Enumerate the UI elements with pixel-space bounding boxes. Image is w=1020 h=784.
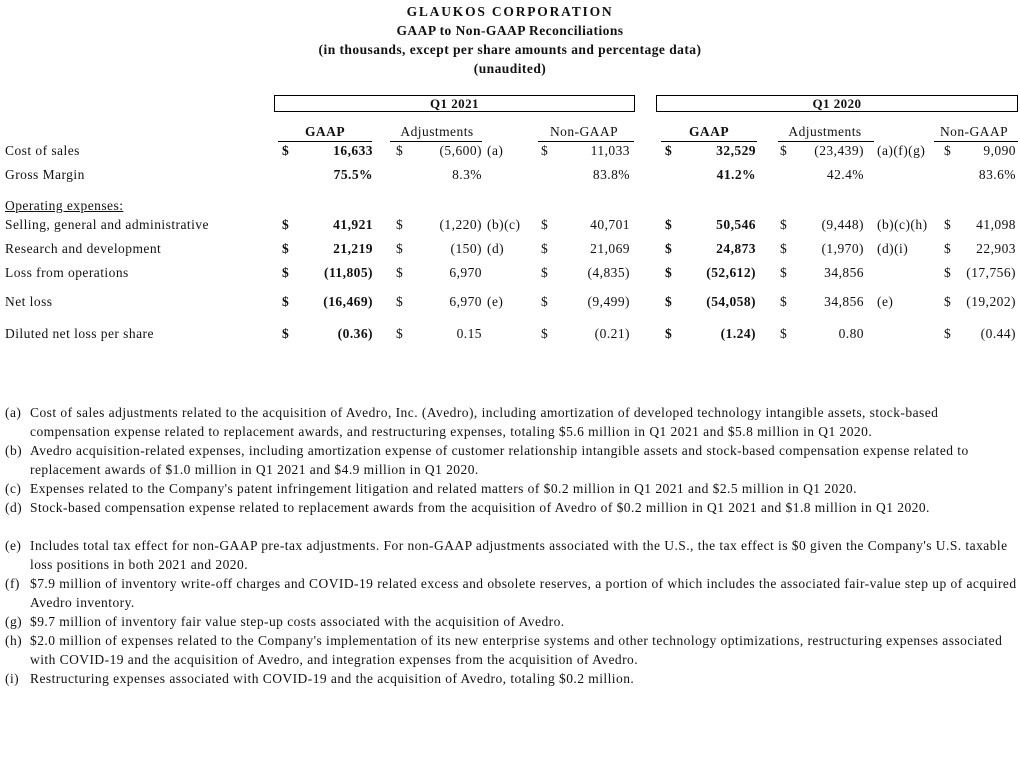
underline-gaap-q20 <box>661 141 757 142</box>
col-header-gaap-q20: GAAP <box>688 124 730 139</box>
cell-gaap-sign-q20: $ <box>665 241 673 256</box>
cell-nongaap-sign-q20: $ <box>944 143 952 158</box>
cell-gaap-q21: 16,633 <box>333 143 373 158</box>
row-label: Diluted net loss per share <box>5 326 154 341</box>
col-header-nongaap-q20: Non-GAAP <box>939 124 1009 139</box>
cell-gaap-q20: 41.2% <box>716 167 756 182</box>
cell-nongaap-sign-q21: $ <box>541 326 549 341</box>
footnote-item <box>5 574 1017 612</box>
cell-note-q20: (b)(c)(h) <box>877 217 928 232</box>
cell-gaap-q21: (0.36) <box>337 326 373 341</box>
cell-gaap-sign-q21: $ <box>282 265 290 280</box>
col-header-gaap-q21: GAAP <box>304 124 346 139</box>
row-label: Cost of sales <box>5 143 80 158</box>
company-name: GLAUKOS CORPORATION <box>406 4 614 19</box>
col-header-nongaap-q21: Non-GAAP <box>549 124 619 139</box>
cell-nongaap-q21: (9,499) <box>587 294 630 309</box>
cell-adj-sign-q21: $ <box>396 326 404 341</box>
footnote-text: Expenses related to the Company's patent infringement litigation and related matters of $0.2 million in Q1 2021 and $2.5 million in Q1 2020. <box>30 481 857 496</box>
underline-adj-q21 <box>390 141 482 142</box>
cell-gaap-sign-q20: $ <box>665 265 673 280</box>
cell-nongaap-q21: 83.8% <box>592 167 630 182</box>
footnote-label: (f) <box>5 576 20 591</box>
cell-note-q20: (a)(f)(g) <box>877 143 926 158</box>
footnote-text: Restructuring expenses associated with COVID-19 and the acquisition of Avedro, totaling $0.2 million. <box>30 671 635 686</box>
cell-adj-q20: 34,856 <box>824 265 864 280</box>
footnote-label: (g) <box>5 614 23 629</box>
cell-adj-q20: (23,439) <box>814 143 864 158</box>
cell-nongaap-q20: 9,090 <box>983 143 1016 158</box>
cell-nongaap-q20: (19,202) <box>966 294 1016 309</box>
footnote-text: Stock-based compensation expense related to replacement awards from the acquisition of Avedro of $0.2 million in Q1 2021 and $1.8 million in Q1 2020. <box>30 500 930 515</box>
cell-gaap-sign-q20: $ <box>665 294 673 309</box>
footnote-label: (a) <box>5 405 22 420</box>
cell-gaap-q20: 32,529 <box>716 143 756 158</box>
report-subtitle: (in thousands, except per share amounts and percentage data) <box>318 42 702 57</box>
cell-nongaap-q21: (4,835) <box>587 265 630 280</box>
underline-nongaap-q21 <box>538 141 634 142</box>
underline-adj-q20 <box>778 141 874 142</box>
cell-adj-q21: 0.15 <box>456 326 482 341</box>
cell-note-q20: (d)(i) <box>877 241 909 256</box>
cell-gaap-q20: 24,873 <box>716 241 756 256</box>
cell-nongaap-sign-q21: $ <box>541 265 549 280</box>
col-header-adj-q20: Adjustments <box>788 124 862 139</box>
row-label: Research and development <box>5 241 162 256</box>
footnote-item <box>5 612 1017 631</box>
cell-gaap-q20: (54,058) <box>706 294 756 309</box>
report-title: GAAP to Non-GAAP Reconciliations <box>396 23 624 38</box>
cell-adj-sign-q21: $ <box>396 294 404 309</box>
cell-adj-sign-q20: $ <box>780 241 788 256</box>
cell-gaap-q20: (52,612) <box>706 265 756 280</box>
footnote-text: $2.0 million of expenses related to the Company's implementation of its new enterprise systems and other technology optimizations, restructuring expenses associated with COVID-19 and the acquisition of Avedro, and integration expenses from the acquisition of Avedro. <box>30 633 1003 667</box>
footnote-item <box>5 631 1017 669</box>
footnote-item <box>5 403 1017 441</box>
cell-gaap-sign-q21: $ <box>282 294 290 309</box>
cell-nongaap-q20: (0.44) <box>980 326 1016 341</box>
cell-note-q20: (e) <box>877 294 894 309</box>
cell-gaap-q20: (1.24) <box>720 326 756 341</box>
cell-nongaap-q20: 83.6% <box>978 167 1016 182</box>
cell-gaap-q21: (11,805) <box>324 265 373 280</box>
footnote-label: (i) <box>5 671 20 686</box>
cell-nongaap-sign-q21: $ <box>541 294 549 309</box>
underline-gaap-q21 <box>278 141 372 142</box>
footnote-label: (c) <box>5 481 22 496</box>
footnote-label: (d) <box>5 500 23 515</box>
cell-nongaap-q21: 40,701 <box>590 217 630 232</box>
cell-adj-q21: (150) <box>450 241 482 256</box>
cell-gaap-q21: (16,469) <box>323 294 373 309</box>
cell-adj-q20: 34,856 <box>824 294 864 309</box>
cell-note-q21: (d) <box>487 241 505 256</box>
cell-adj-sign-q20: $ <box>780 326 788 341</box>
cell-gaap-sign-q20: $ <box>665 326 673 341</box>
cell-gaap-sign-q21: $ <box>282 217 290 232</box>
footnote-item <box>5 498 1017 517</box>
cell-adj-sign-q21: $ <box>396 217 404 232</box>
cell-nongaap-sign-q21: $ <box>541 143 549 158</box>
cell-adj-sign-q21: $ <box>396 241 404 256</box>
footnote-text: $9.7 million of inventory fair value step-up costs associated with the acquisition of Avedro. <box>30 614 565 629</box>
footnote-label: (b) <box>5 443 23 458</box>
cell-adj-sign-q20: $ <box>780 143 788 158</box>
cell-adj-sign-q21: $ <box>396 265 404 280</box>
cell-adj-q21: 6,970 <box>449 265 482 280</box>
footnote-text: Cost of sales adjustments related to the acquisition of Avedro, Inc. (Avedro), including amortization of developed technology intangible assets, stock-based compensation expense related to replacement awards, and restructuring expenses, totaling $5.6 million in Q1 2021 and $5.8 million in Q1 2020. <box>30 405 939 439</box>
footnote-text: $7.9 million of inventory write-off charges and COVID-19 related excess and obsolete reserves, a portion of which includes the associated fair-value step up of acquired Avedro inventory. <box>30 576 1017 610</box>
cell-gaap-q20: 50,546 <box>716 217 756 232</box>
row-label: Loss from operations <box>5 265 129 280</box>
period-q1-2021-header: Q1 2021 <box>274 95 635 112</box>
cell-nongaap-sign-q21: $ <box>541 217 549 232</box>
footnote-label: (h) <box>5 633 23 648</box>
footnote-item <box>5 536 1017 574</box>
cell-adj-q20: (9,448) <box>821 217 864 232</box>
period-q1-2020-header: Q1 2020 <box>656 95 1018 112</box>
footnote-item <box>5 479 1017 498</box>
cell-nongaap-sign-q21: $ <box>541 241 549 256</box>
cell-nongaap-sign-q20: $ <box>944 265 952 280</box>
cell-gaap-q21: 75.5% <box>333 167 373 182</box>
cell-adj-q20: (1,970) <box>821 241 864 256</box>
cell-nongaap-sign-q20: $ <box>944 294 952 309</box>
cell-adj-sign-q20: $ <box>780 265 788 280</box>
cell-note-q21: (e) <box>487 294 504 309</box>
cell-gaap-sign-q21: $ <box>282 326 290 341</box>
cell-nongaap-q20: 41,098 <box>976 217 1016 232</box>
cell-nongaap-sign-q20: $ <box>944 217 952 232</box>
cell-note-q21: (a) <box>487 143 504 158</box>
underline-nongaap-q20 <box>934 141 1018 142</box>
col-header-adj-q21: Adjustments <box>400 124 474 139</box>
cell-note-q21: (b)(c) <box>487 217 521 232</box>
cell-nongaap-q20: 22,903 <box>976 241 1016 256</box>
cell-nongaap-sign-q20: $ <box>944 326 952 341</box>
audit-status: (unaudited) <box>473 61 547 76</box>
footnote-text: Includes total tax effect for non-GAAP pre-tax adjustments. For non-GAAP adjustments associated with the U.S., the tax effect is $0 given the Company's U.S. taxable loss positions in both 2021 and 2020. <box>30 538 1008 572</box>
footnote-label: (e) <box>5 538 22 553</box>
cell-nongaap-sign-q20: $ <box>944 241 952 256</box>
cell-gaap-sign-q20: $ <box>665 143 673 158</box>
cell-gaap-sign-q20: $ <box>665 217 673 232</box>
cell-adj-q21: 6,970 <box>449 294 482 309</box>
section-label-operating-expenses: Operating expenses: <box>5 198 124 213</box>
footnote-item <box>5 441 1017 479</box>
cell-gaap-q21: 41,921 <box>333 217 373 232</box>
cell-nongaap-q21: 21,069 <box>590 241 630 256</box>
cell-adj-q21: (1,220) <box>439 217 482 232</box>
footnote-item <box>5 669 1017 688</box>
cell-nongaap-q20: (17,756) <box>966 265 1016 280</box>
cell-gaap-sign-q21: $ <box>282 143 290 158</box>
cell-adj-q20: 42.4% <box>826 167 864 182</box>
cell-nongaap-q21: (0.21) <box>594 326 630 341</box>
cell-adj-sign-q21: $ <box>396 143 404 158</box>
cell-adj-q21: (5,600) <box>439 143 482 158</box>
row-label: Gross Margin <box>5 167 85 182</box>
cell-gaap-q21: 21,219 <box>333 241 373 256</box>
cell-adj-q21: 8.3% <box>452 167 482 182</box>
cell-gaap-sign-q21: $ <box>282 241 290 256</box>
cell-adj-q20: 0.80 <box>838 326 864 341</box>
cell-adj-sign-q20: $ <box>780 294 788 309</box>
cell-nongaap-q21: 11,033 <box>590 143 630 158</box>
footnote-text: Avedro acquisition-related expenses, including amortization expense of customer relationship intangible assets and stock-based compensation expense related to replacement awards of $1.0 million in Q1 2021 and $4.9 million in Q1 2020. <box>30 443 969 477</box>
row-label: Net loss <box>5 294 53 309</box>
cell-adj-sign-q20: $ <box>780 217 788 232</box>
row-label: Selling, general and administrative <box>5 217 209 232</box>
